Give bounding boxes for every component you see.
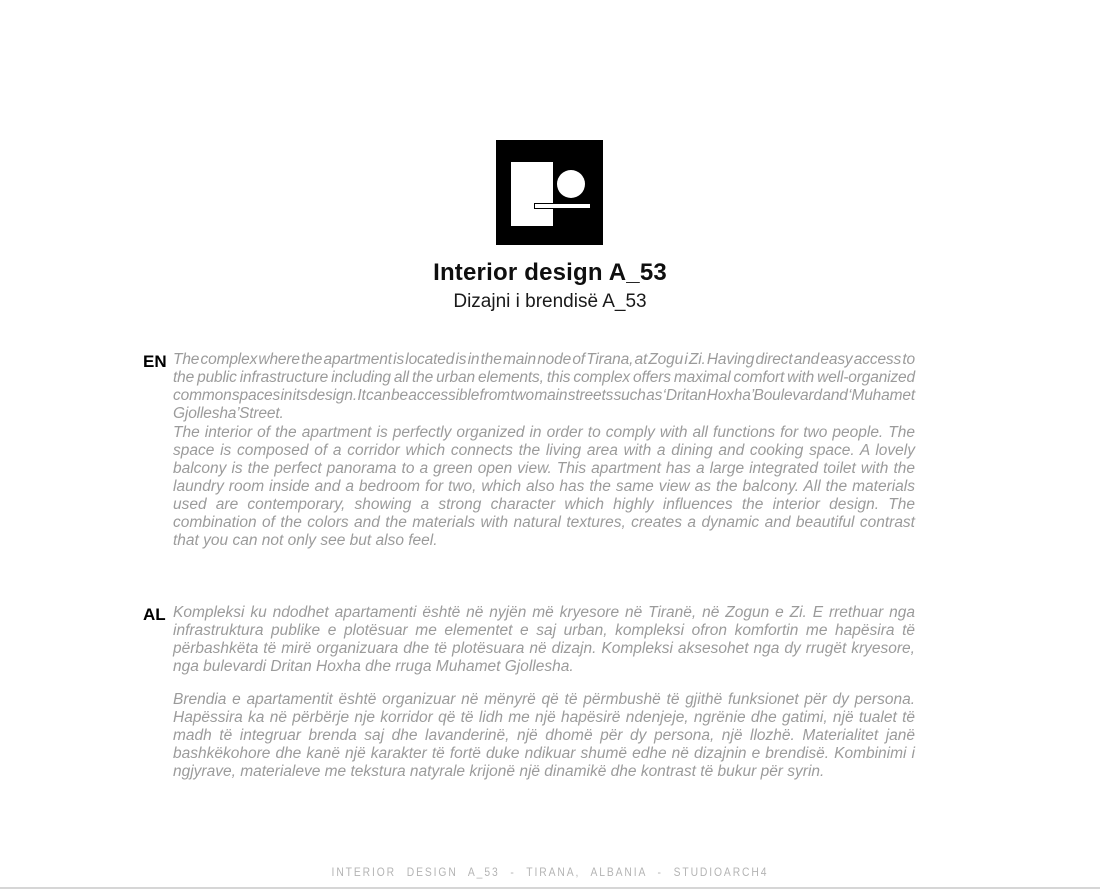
page-footer — [0, 863, 1100, 881]
paragraph-en-2: The interior of the apartment is perfectly organized in order to comply with all functions for two people. The space is composed of a corridor which connects the living area with a dining and cooking space. A lovely balcony is the perfect panorama to a green open view. This apartment has a large integrated toilet with the laundry room inside and a bedroom for two, which also has the same view as the balcony. All the materials used are contemporary, showing a strong character which highly influences the interior design. The combination of the colors and the materials with natural textures, creates a dynamic and beautiful contrast that you can not only see but also feel. — [173, 424, 915, 549]
logo-rectangle-shape — [511, 162, 553, 226]
studioarch4-logo-icon — [496, 140, 603, 245]
lang-label-en: EN — [143, 352, 167, 371]
logo-bar-shape — [534, 203, 591, 209]
paragraph-al-1: Kompleksi ku ndodhet apartamenti është në nyjën më kryesore në Tiranë, në Zogun e Zi. E rrethuar nga infrastruktura publike e plotësuar me elementet e saj urban, kompleksi ofron komfortin me hapësira të përbashkëta të mirë organizuara dhe të plotësuara në dizajn. Kompleksi aksesohet nga dy rrugët kryesore, nga bulevardi Dritan Hoxha dhe rruga Muhamet Gjollesha. — [173, 604, 915, 675]
paragraph-en-1: The complex where the apartment is located is in the main node of Tirana, at Zogu i Zi. Having direct and easy access to the public infrastructure including all the urban elements, this complex offers maximal comfort with well-organized common spaces in its design. It can be accessible from two main streets such as ‘Dritan Hoxha’ Boulevard and ‘Muhamet Gjollesha’ Street. — [173, 351, 915, 422]
footer-text: INTERIOR DESIGN A_53 - TIRANA, ALBANIA - STUDIOARCH4 — [331, 865, 769, 879]
page-title: Interior design A_53 — [433, 259, 667, 286]
lang-label-al: AL — [143, 605, 166, 624]
page-subtitle: Dizajni i brendisë A_53 — [453, 291, 647, 312]
paragraph-al-2: Brendia e apartamentit është organizuar në mënyrë që të përmbushë të gjithë funksionet për dy persona. Hapëssira ka në përbërje nje korridor që të lidh me një hapësirë ndenjeje, ngrënie dhe gatimi, një tualet të madh të integruar brenda saj dhe lavanderinë, një dhomë për dy persona, një llozhë. Materialitet janë bashkëkohore dhe kanë një karakter të fortë duke ndikuar shumë edhe në dizajnin e brendisë. Kombinimi i ngjyrave, materialeve me tekstura natyrale krijonë një dinamikë dhe kontrast të bukur për syrin. — [173, 691, 915, 780]
logo-circle-shape — [557, 170, 585, 198]
